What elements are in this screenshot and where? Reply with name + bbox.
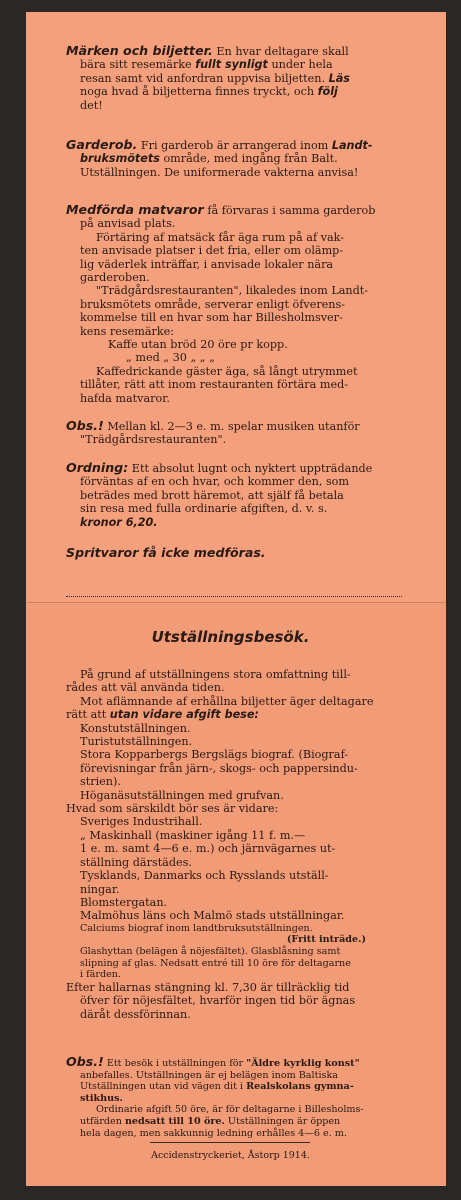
section-obs2 bbox=[66, 1056, 402, 1139]
list-item: ningar. bbox=[80, 882, 120, 896]
text-line: på anvisad plats. bbox=[80, 217, 176, 231]
text-line: Utställningen. De uniformerade vakterna anvisa! bbox=[80, 165, 359, 179]
list-item: Malmöhus läns och Malmö stads utställningar. bbox=[80, 909, 345, 923]
list-item: strien). bbox=[80, 775, 121, 789]
emphasis-text: följ bbox=[317, 85, 338, 99]
text-line: lig väderlek inträffar, i anvisade lokaler nära bbox=[80, 257, 334, 271]
dotted-divider bbox=[66, 596, 402, 597]
text-line: Förtäring af matsäck får äga rum på af vak- bbox=[96, 230, 344, 244]
list-item: ställning därstädes. bbox=[80, 855, 192, 869]
text-line: resan samt vid anfordran uppvisa biljetten. bbox=[80, 71, 326, 85]
emphasis-text: nedsatt till 10 öre. bbox=[124, 1115, 225, 1127]
text-line: bära sitt resemärke bbox=[80, 58, 192, 72]
emphasis-text: "Äldre kyrklig konst" bbox=[246, 1058, 360, 1069]
text-line: Mellan kl. 2—3 e. m. spelar musiken utanför bbox=[107, 420, 360, 433]
emphasis-text: Läs bbox=[328, 71, 350, 85]
text-line: garderoben. bbox=[80, 271, 150, 285]
text-line: hela dagen, men sakkunnig ledning erhålles 4—6 e. m. bbox=[80, 1127, 347, 1139]
text-line: Fri garderob är arrangerad inom bbox=[140, 139, 329, 152]
list-item: förevisningar från järn-, skogs- och pappersindu- bbox=[80, 761, 358, 775]
section-matvaror bbox=[66, 203, 402, 405]
emphasis-text: fullt synligt bbox=[195, 58, 268, 72]
text-line: sin resa med fulla ordinarie afgiften, d. v. s. bbox=[80, 502, 328, 516]
text-line: tillåter, rätt att inom restauranten förtära med- bbox=[80, 378, 349, 392]
printer-imprint: Accidenstryckeriet, Åstorp 1914. bbox=[151, 1150, 310, 1161]
heading-obs1: Obs.! bbox=[66, 418, 104, 433]
list-item: Tysklands, Danmarks och Rysslands utställ- bbox=[80, 869, 329, 883]
text-line: anbefalles. Utställningen är ej belägen inom Baltiska bbox=[80, 1069, 338, 1081]
heading-marken: Märken och biljetter. bbox=[66, 43, 213, 58]
text-line: rådes att väl använda tiden. bbox=[66, 681, 225, 695]
section-obs1 bbox=[66, 419, 402, 447]
text-line: det! bbox=[80, 98, 103, 112]
text-line: "Trädgårdsrestauranten", likaledes inom Landt- bbox=[96, 284, 369, 298]
text-line: Kaffedrickande gäster äga, så långt utrymmet bbox=[96, 364, 358, 378]
list-item: Stora Kopparbergs Bergslägs biograf. (Biograf- bbox=[80, 748, 349, 762]
section-marken bbox=[66, 44, 402, 112]
text-line: (Fritt inträde.) bbox=[286, 934, 366, 946]
text-line: kommelse till en hvar som har Billesholmsver- bbox=[80, 311, 343, 325]
section-garderob bbox=[66, 138, 402, 179]
section-ordning bbox=[66, 461, 402, 529]
text-line: slipning af glas. Nedsatt entré till 10 öre för deltagarne bbox=[80, 957, 351, 969]
text-line: Ordinarie afgift 50 öre, är för deltagarne i Billesholms- bbox=[96, 1104, 364, 1116]
heading-obs2: Obs.! bbox=[66, 1054, 104, 1069]
title-utstallningsbesok: Utställningsbesök. bbox=[151, 628, 310, 646]
price-line: „ med „ 30 „ „ „ bbox=[126, 351, 215, 365]
text-line: Ett absolut lugnt och nyktert uppträdande bbox=[131, 462, 373, 475]
text-line: utfärden bbox=[80, 1115, 122, 1127]
list-item: Höganäsutställningen med grufvan. bbox=[80, 788, 284, 802]
heading-garderob: Garderob. bbox=[66, 137, 138, 152]
footer-rule bbox=[150, 1142, 310, 1143]
emphasis-text: Realskolans gymna- bbox=[246, 1081, 354, 1093]
text-line: bruksmötets område, serverar enligt öfverens- bbox=[80, 297, 346, 311]
list-item: „ Maskinhall (maskiner igång 11 f. m.— bbox=[80, 828, 306, 842]
list-item: 1 e. m. samt 4—6 e. m.) och järnvägarnes ut- bbox=[80, 842, 336, 856]
text-line: få förvaras i samma garderob bbox=[207, 204, 376, 217]
text-line: Utställningen utan vid vägen dit i bbox=[80, 1081, 244, 1093]
text-line: kens resemärke: bbox=[80, 324, 175, 338]
text-line: Hvad som särskildt bör ses är vidare: bbox=[66, 802, 279, 816]
text-line: Mot aflämnande af erhållna biljetter äger deltagare bbox=[80, 694, 374, 708]
text-line: i färden. bbox=[80, 969, 122, 981]
emphasis-text: bruksmötets bbox=[80, 152, 160, 166]
text-line: En hvar deltagare skall bbox=[216, 45, 349, 58]
text-line: däråt dessförinnan. bbox=[80, 1007, 191, 1021]
price-line: Kaffe utan bröd 20 öre pr kopp. bbox=[108, 338, 288, 352]
text-line: ten anvisade platser i det fria, eller om olämp- bbox=[80, 244, 344, 258]
list-item: Turistutställningen. bbox=[80, 735, 193, 749]
text-line: "Trädgårdsrestauranten". bbox=[80, 433, 227, 447]
fare-amount: kronor 6,20. bbox=[80, 515, 158, 529]
text-line: förväntas af en och hvar, och kommer den, som bbox=[80, 475, 350, 489]
heading-matvaror: Medförda matvaror bbox=[66, 202, 204, 217]
text-line: Calciums biograf inom landtbruksutställningen. bbox=[80, 922, 313, 934]
list-item: Blomstergatan. bbox=[80, 895, 168, 909]
text-line: På grund af utställningens stora omfattning till- bbox=[80, 668, 351, 681]
text-line: rätt att bbox=[66, 708, 107, 722]
emphasis-text: Landt- bbox=[331, 139, 373, 152]
text-line: beträdes med brott häremot, att själf få betala bbox=[80, 488, 344, 502]
text-line: hafda matvaror. bbox=[80, 391, 170, 405]
section-besok bbox=[66, 668, 402, 1021]
text-line: Ett besök i utställningen för bbox=[106, 1058, 244, 1069]
heading-ordning: Ordning: bbox=[66, 460, 129, 475]
text-line: noga hvad å biljetterna finnes tryckt, och bbox=[80, 85, 315, 99]
heading-sprit: Spritvaror få icke medföras. bbox=[66, 545, 266, 560]
text-line: Glashyttan (belägen å nöjesfältet). Glasblåsning samt bbox=[80, 945, 341, 957]
list-item: Konstutställningen. bbox=[80, 721, 191, 735]
text-line: Utställningen är öppen bbox=[227, 1115, 341, 1127]
section-sprit bbox=[66, 546, 402, 560]
text-line: Efter hallarnas stängning kl. 7,30 är tillräcklig tid bbox=[66, 980, 350, 994]
emphasis-text: stikhus. bbox=[80, 1092, 123, 1104]
text-line: område, med ingång från Balt. bbox=[163, 152, 338, 166]
text-line: under hela bbox=[271, 58, 333, 72]
emphasis-text: utan vidare afgift bese: bbox=[109, 708, 259, 722]
text-line: öfver för nöjesfältet, hvarför ingen tid bör ägnas bbox=[80, 994, 356, 1008]
list-item: Sveriges Industrihall. bbox=[80, 815, 203, 829]
